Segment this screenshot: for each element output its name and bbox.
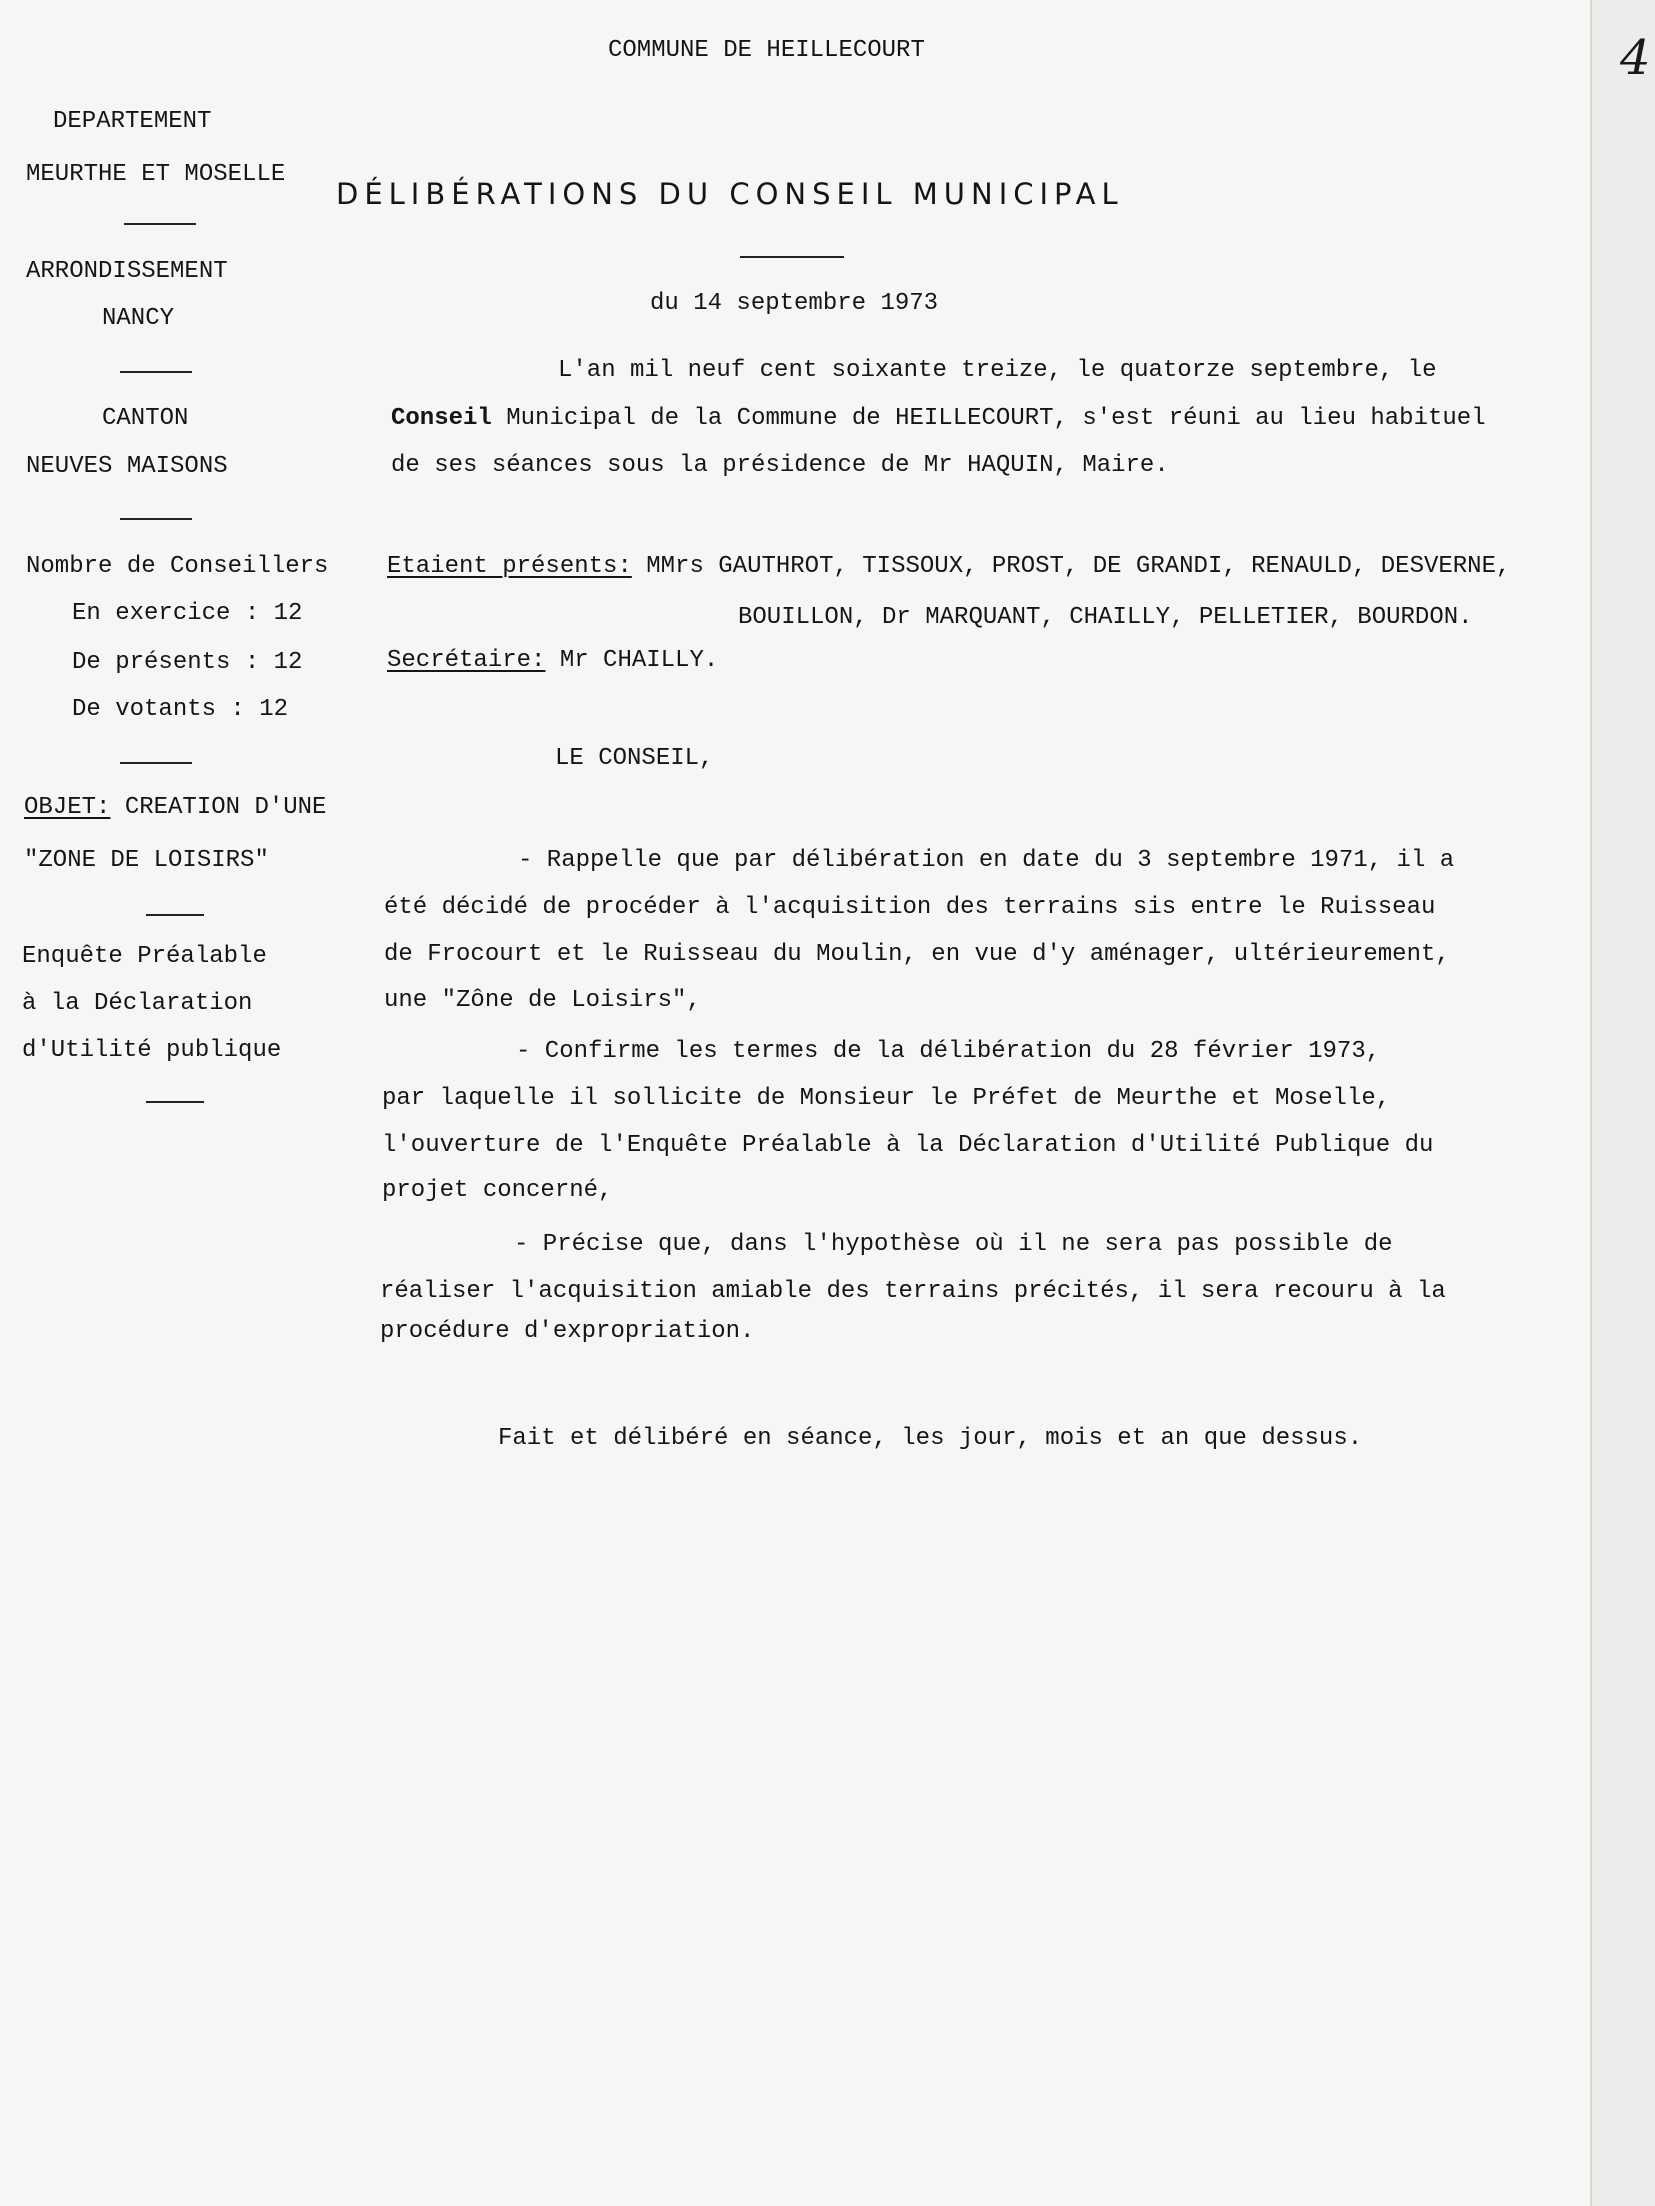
sidebar-rule xyxy=(120,762,192,764)
page-number: 4 xyxy=(1620,30,1651,86)
p3-line-2: réaliser l'acquisition amiable des terrains précités, il sera recouru à la xyxy=(380,1278,1446,1305)
canton-value: NEUVES MAISONS xyxy=(26,453,228,480)
enquete-line-1: Enquête Préalable xyxy=(22,943,267,970)
intro-line-1: L'an mil neuf cent soixante treize, le quatorze septembre, le xyxy=(558,357,1437,384)
sidebar-rule xyxy=(120,371,192,373)
le-conseil: LE CONSEIL, xyxy=(555,745,714,772)
closing-line: Fait et délibéré en séance, les jour, mois et an que dessus. xyxy=(498,1425,1363,1452)
commune-heading: COMMUNE DE HEILLECOURT xyxy=(608,37,925,64)
presents-line-1 xyxy=(387,552,1510,582)
objet-label: OBJET: xyxy=(24,794,111,821)
p2-line-2: par laquelle il sollicite de Monsieur le Préfet de Meurthe et Moselle, xyxy=(382,1085,1391,1112)
document-title: DÉLIBÉRATIONS DU CONSEIL MUNICIPAL xyxy=(336,177,1124,211)
departement-label: DEPARTEMENT xyxy=(53,108,212,135)
enquete-line-3: d'Utilité publique xyxy=(22,1037,282,1064)
objet-zone-de-loisirs: "ZONE DE LOISIRS" xyxy=(24,847,269,874)
p3-line-1: - Précise que, dans l'hypothèse où il ne sera pas possible de xyxy=(514,1231,1393,1258)
p1-line-1: - Rappelle que par délibération en date du 3 septembre 1971, il a xyxy=(518,847,1455,874)
conseillers-presents: De présents : 12 xyxy=(72,649,303,676)
page-edge xyxy=(1590,0,1655,2206)
conseillers-en-exercice: En exercice : 12 xyxy=(72,600,303,627)
objet-text: CREATION D'UNE xyxy=(110,794,327,821)
sidebar-rule xyxy=(120,518,192,520)
p2-line-3: l'ouverture de l'Enquête Préalable à la Déclaration d'Utilité Publique du xyxy=(382,1132,1434,1159)
intro-conseil-word: Conseil xyxy=(391,405,492,432)
p1-line-2: été décidé de procéder à l'acquisition des terrains sis entre le Ruisseau xyxy=(384,894,1436,921)
secretaire-label: Secrétaire: xyxy=(387,647,546,674)
p2-line-4: projet concerné, xyxy=(382,1177,613,1204)
sidebar-rule xyxy=(146,1101,204,1103)
meeting-date: du 14 septembre 1973 xyxy=(650,290,939,317)
canton-label: CANTON xyxy=(102,405,189,432)
intro-line-2 xyxy=(391,404,1486,434)
intro-line-2-rest: Municipal de la Commune de HEILLECOURT, s'est réuni au lieu habituel xyxy=(491,405,1486,432)
p2-line-1: - Confirme les termes de la délibération du 28 février 1973, xyxy=(516,1038,1381,1065)
arrondissement-value: NANCY xyxy=(102,305,175,332)
title-rule xyxy=(740,256,844,258)
secretaire-value: Mr CHAILLY. xyxy=(545,647,719,674)
p1-line-4: une "Zône de Loisirs", xyxy=(384,987,701,1014)
presents-line-2: BOUILLON, Dr MARQUANT, CHAILLY, PELLETIER, BOURDON. xyxy=(738,604,1473,631)
secretaire-line xyxy=(387,646,718,676)
presents-names-1: MMrs GAUTHROT, TISSOUX, PROST, DE GRANDI, RENAULD, DESVERNE, xyxy=(631,553,1511,580)
sidebar-rule xyxy=(124,223,196,225)
sidebar-rule xyxy=(146,914,204,916)
enquete-line-2: à la Déclaration xyxy=(22,990,253,1017)
conseillers-votants: De votants : 12 xyxy=(72,696,289,723)
arrondissement-label: ARRONDISSEMENT xyxy=(26,258,228,285)
p3-line-3: procédure d'expropriation. xyxy=(380,1318,755,1345)
objet-line xyxy=(24,793,326,823)
presents-label: Etaient présents: xyxy=(387,553,632,580)
conseillers-label: Nombre de Conseillers xyxy=(26,553,329,580)
departement-value: MEURTHE ET MOSELLE xyxy=(26,161,286,188)
p1-line-3: de Frocourt et le Ruisseau du Moulin, en vue d'y aménager, ultérieurement, xyxy=(384,941,1450,968)
intro-line-3: de ses séances sous la présidence de Mr HAQUIN, Maire. xyxy=(391,452,1169,479)
